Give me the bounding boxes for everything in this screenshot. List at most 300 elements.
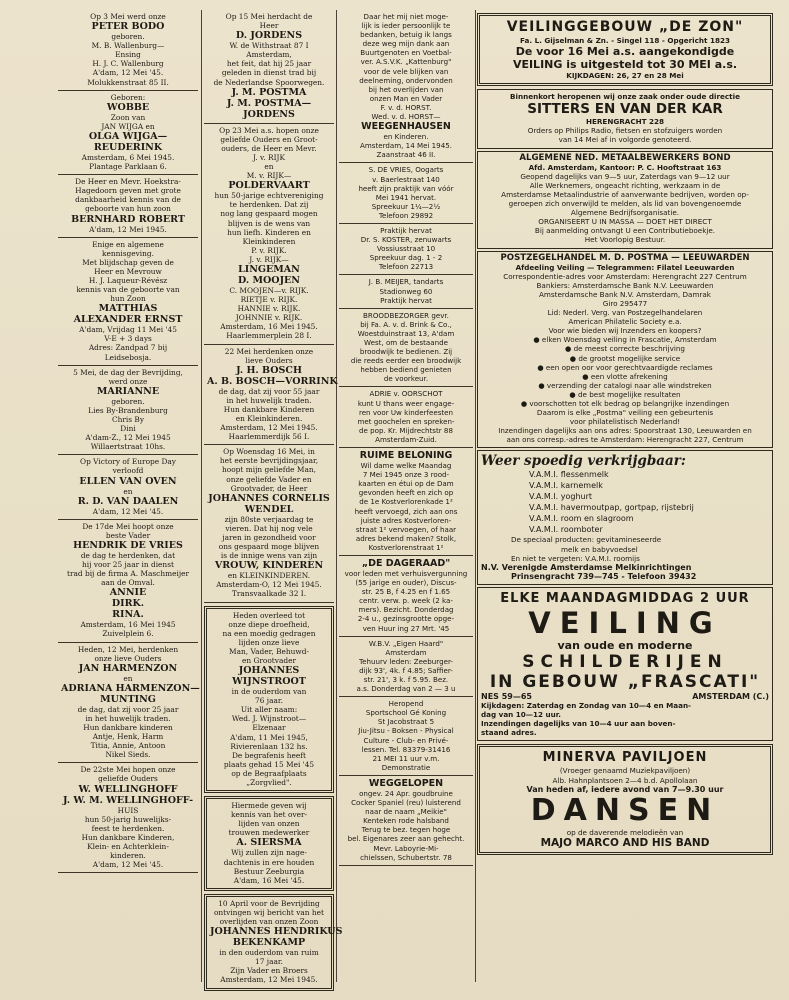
ad-line: Het Voorlopig Bestuur.	[584, 235, 666, 245]
notice-line: Klein- en Achterklein-	[87, 841, 169, 851]
notice-line: W.B.V. „Eigen Haard"	[368, 638, 444, 648]
notice-line: M. v. RIJK—	[246, 171, 292, 181]
notice-line: Cocker Spaniel (reu) luisterend	[351, 798, 461, 808]
notice-line: OLGA WIJGA—	[88, 130, 168, 142]
ad-line: ORGANISEERT U IN MASSA — DOET HET DIRECT	[538, 217, 712, 227]
notice	[204, 10, 334, 124]
zon-line: KIJKDAGEN: 26, 27 en 28 Mei	[566, 71, 684, 81]
notice-line: Amsterdam, 12 Mei 1945.	[220, 975, 318, 985]
notice-line: en	[264, 162, 274, 172]
notice-line: deze weg mijn dank aan	[362, 39, 450, 49]
notice-line: Enige en algemene	[92, 239, 164, 249]
notice-line: onze diepe droefheid,	[228, 619, 310, 629]
notice-line: MUNTING	[100, 693, 156, 705]
notice-line: Spreekuur dag. 1 - 2	[369, 253, 443, 263]
notice-line: W. de Withstraat 87 I	[229, 41, 309, 51]
notice-line: bij Fa. A. v. d. Brink & Co.,	[360, 319, 452, 329]
notice-line: ALEXANDER ERNST	[73, 314, 183, 326]
notice-line: met goochelen en spreken-	[357, 416, 455, 426]
notice-line: MATTHIAS	[98, 303, 158, 315]
vami-item: V.A.M.I. havermoutpap, gortpap, rijstebrij	[529, 503, 694, 513]
notice-line: na een moedig gedragen	[222, 628, 316, 638]
notice-line: LINGEMAN	[238, 263, 300, 275]
notice-line: JOHANNES CORNELIS	[208, 492, 330, 504]
vami-item: V.A.M.I. roomboter	[529, 525, 603, 535]
ad-line: POSTZEGELHANDEL M. D. POSTMA — LEEUWARDEN	[500, 252, 750, 263]
ad-line: Afd. Amsterdam, Kantoor: P. C. Hooftstraat 163	[528, 162, 722, 172]
notice-line: in het huwelijk traden.	[85, 713, 171, 723]
notice-line: „Zorgvlied".	[246, 778, 292, 787]
notice	[339, 10, 473, 163]
ad-line: Correspondentie-adres voor Amsterdam: Herengracht 227 Centrum	[503, 271, 747, 281]
notice-line: Amsterdam-O, 12 Mei 1945.	[216, 580, 322, 590]
notice-line: Dr. S. KOSTER, zenuwarts	[360, 235, 452, 245]
notice	[58, 520, 198, 643]
ad-minerva-paviljoen	[477, 744, 773, 854]
notice-line: A. SIERSMA	[236, 837, 302, 849]
notice-line: die reeds eerder een broodwijk	[350, 356, 462, 366]
frascati-gebouw: IN GEBOUW „FRASCATI"	[489, 671, 761, 692]
column-rule	[336, 10, 337, 982]
notice-line: aan de Omval.	[101, 578, 155, 588]
notice-line: de dag, dat zij voor 55 jaar	[218, 386, 320, 396]
notice-line: BROODBEZORGER gevr.	[363, 310, 449, 320]
column-display-ads	[477, 10, 773, 858]
notice-line: Amsterdam, 6 Mei 1945.	[81, 152, 175, 162]
notice-line: kennis van de geboorte van	[76, 285, 180, 295]
notice-line: A'dam-Z., 12 Mei 1945	[85, 433, 171, 443]
notice-line: J. M. POSTMA—	[226, 97, 312, 109]
notice-line: W. WELLINGHOFF	[78, 783, 178, 795]
notice-line: bel. Eigenares zeer aan gehecht.	[347, 834, 465, 844]
notice-line: Hagedoorn geven met grote	[75, 186, 181, 196]
notice-line: PETER BODO	[91, 21, 165, 33]
notice-line: V-E + 3 days	[104, 334, 152, 344]
ad-line: ● een vlotte afrekening	[582, 371, 668, 381]
ad-line: ● verzending der catalogi naar alle windstreken	[538, 380, 712, 390]
notice-line: H. J. Laqueur-Révész	[88, 275, 168, 285]
ad-line: geroepen zich onverwijld te melden, als lid van bovengenoemde	[508, 199, 742, 209]
notice-line: Zijn Vader en Broers	[230, 966, 308, 976]
vami-heading: Weer spoedig verkrijgbaar:	[481, 453, 686, 470]
notice	[204, 606, 334, 794]
notice-line: Molukkenstraat 85 II.	[87, 77, 169, 87]
notice-line: F. v. d. HORST.	[380, 102, 432, 112]
notice-line: ven Huur ing 27 Mrt. '45	[362, 623, 450, 633]
notice-line: Terug te bez. tegen hoge	[361, 825, 451, 835]
ad-line: ● voorschotten tot elk bedrag op belangrijke inzendingen	[520, 399, 730, 408]
notice-line: J. B. MEIJER, tandarts	[368, 277, 444, 287]
notice-line: Wil dame welke Maandag	[360, 461, 452, 471]
column-classifieds	[339, 10, 473, 866]
notice-line: Op Woensdag 16 Mei, in	[223, 447, 315, 457]
notice-line: hun 50-jarig huwelijks-	[84, 814, 172, 824]
notice-line: Praktijk hervat	[380, 295, 432, 305]
ad-line: Algemene Bedrijfsorganisatie.	[570, 208, 680, 218]
notice-line: Spreekuur 1¼—2½	[371, 201, 441, 211]
frascati-inz: Inzendingen dagelijks van 10—4 uur aan boven-	[481, 719, 676, 729]
frascati-veiling: VEILING	[528, 605, 722, 640]
notice-line: Wed. J. Wijnstroot—	[231, 714, 307, 724]
ad-metaalbewerkers-bond	[477, 151, 773, 249]
notice-line: lessen. Tel. 83379-31416	[361, 744, 451, 754]
notice-line: kinderen.	[110, 851, 146, 860]
vami-speciaal: melk en babyvoedsel	[561, 544, 638, 554]
notice	[339, 637, 473, 698]
notice-line: JAN WIJGA en	[101, 121, 155, 131]
notice-line: en Kleinkinderen.	[235, 414, 303, 423]
notice-line: Wed. v. d. HORST—	[371, 112, 441, 122]
vami-item: V.A.M.I. room en slagroom	[529, 514, 634, 524]
notice	[204, 894, 343, 991]
notice-line: Op 15 Mei herdacht de	[225, 12, 313, 21]
notice-line: 5 Mei, de dag der Bevrijding,	[73, 367, 183, 377]
notice-line: geboorte van hun zoon	[85, 204, 171, 214]
sitters-name: SITTERS EN VAN DER KAR	[527, 101, 723, 118]
notice-line: Dini	[120, 424, 136, 434]
notice-line: Daar het mij niet moge-	[363, 12, 449, 21]
notice-line: ADRIE v. OORSCHOT	[369, 389, 443, 399]
notice-line: Amsterdam	[385, 647, 427, 657]
notice-line: vieren. Dat hij nog vele	[225, 523, 313, 533]
notice-line: J. H. BOSCH	[236, 364, 302, 376]
notice-line: D. MOOJEN	[237, 274, 300, 286]
notice-line: Transvaalkade 32 I.	[231, 589, 307, 599]
notice-line: Tehuurv leden: Zeeburger-	[359, 656, 453, 666]
notice-line: trouwen medewerker	[228, 828, 310, 838]
notice-line: HUIS	[117, 805, 139, 815]
notice-line: hun 50-jarige echtvereniging	[214, 191, 324, 201]
notice-line: Lies By-Brandenburg	[88, 405, 168, 415]
notice-line: J. W. M. WELLINGHOFF-	[62, 794, 194, 806]
notice-line: Titia, Annie, Antoon	[90, 741, 166, 751]
notice-line: de dag te herdenken, dat	[80, 550, 176, 560]
frascati-van: van oude en moderne	[557, 638, 693, 652]
vami-item: V.A.M.I. yoghurt	[529, 492, 593, 502]
notice-line: en Kinderen.	[383, 132, 429, 142]
notice-line: A'dam, 16 Mei '45.	[233, 875, 305, 885]
ad-line: Giro 295477	[602, 298, 648, 308]
notice-line: Sportschool Gé Koning	[365, 708, 447, 718]
ad-line: ● de meest correcte beschrijving	[565, 344, 685, 354]
notice-line: De 17de Mei hoopt onze	[82, 521, 174, 531]
notice-line: beste Vader	[105, 530, 151, 540]
ad-sitters	[477, 89, 773, 148]
notice-line: Amsterdam,	[246, 50, 292, 60]
notice-line: DIRK.	[111, 598, 145, 610]
notice-line: Amsterdam, 12 Mei 1945.	[220, 423, 318, 433]
ad-line: aan ons corresp.-adres te Amsterdam: Herengracht 227, Centrum	[506, 435, 744, 445]
notice-line: Zoon van	[110, 112, 146, 122]
notice-line: St Jacobstraat 5	[377, 717, 435, 727]
notice-line: De begrafenis heeft	[231, 750, 306, 760]
vami-item: V.A.M.I. flessenmelk	[529, 470, 609, 480]
notice-line: Heden, 12 Mei, herdenken	[77, 644, 179, 654]
notice-line: Woestduinstraat 13, A'dam	[357, 328, 455, 338]
notice-line: Rivierenlaan 132 hs.	[230, 741, 308, 751]
ad-line: Bij aanmelding ontvangt U een Contributieboekje.	[534, 226, 716, 236]
ad-line: Afdeeling Veiling — Telegrammen: Filatel Leeuwarden	[515, 262, 735, 272]
minerva-time: Van heden af, iedere avond van 7—9.30 uur	[526, 784, 724, 794]
vami-speciaal: De speciaal producten: gevitamineseerde	[511, 535, 662, 545]
notice-line: Zaanstraat 46 II.	[376, 150, 436, 160]
notice-line: WIJNSTROOT	[232, 676, 306, 688]
notice-line: 2-4 u., gezinsgrootte opge-	[357, 614, 455, 624]
notice-line: Amsterdam, 16 Mei 1945.	[220, 322, 318, 332]
notice-line: in den ouderdom van ruim	[219, 948, 319, 958]
notice-line: zijn 80ste verjaardag te	[224, 514, 314, 524]
notice-line: Hun dankbare kinderen	[83, 722, 173, 732]
zon-line: De voor 16 Mei a.s. aangekondigde	[515, 45, 735, 59]
frascati-city: AMSTERDAM (C.)	[692, 691, 769, 701]
frascati-inz: staand adres.	[481, 728, 537, 738]
notice	[339, 387, 473, 448]
notice-line: onzen Man en Vader	[369, 93, 443, 103]
notice-line: lijk is ieder persoonlijk te	[361, 21, 451, 31]
vami-product-list	[481, 469, 769, 535]
notice-line: 10 April voor de Bevrijding	[218, 898, 320, 908]
notice-line: Op 3 Mei werd onze	[90, 12, 166, 21]
notice-line: ontvingen wij bericht van het	[213, 907, 325, 917]
notice-line: J. v. RIJK—	[249, 254, 289, 264]
notice-line: RUIME BELONING	[359, 450, 453, 462]
notice-line: A. B. BOSCH—VORRINK	[207, 375, 338, 387]
notice-line: A'dam, 12 Mei '45.	[92, 860, 164, 870]
notice-line: JOHNNIE v. RIJK.	[235, 313, 303, 323]
notice-line: Haarlemmerplein 28 I.	[226, 331, 312, 341]
ad-line: American Philatelic Society e.a.	[568, 317, 682, 327]
notice-line: Amsterdam-Zuid.	[375, 434, 437, 444]
notice-line: Leidsebosja.	[104, 352, 152, 362]
notice-line: C. MOOJEN—v. RIJK.	[229, 285, 309, 295]
notice-line: en KLEINKINDEREN.	[227, 571, 311, 581]
notice-line: JORDENS	[243, 108, 295, 120]
notice-line: Geboren:	[110, 92, 146, 102]
notice-line: nog lang gespaard mogen	[220, 209, 318, 219]
frascati-kijk: Kijkdagen: Zaterdag en Zondag van 10—4 en Maan-	[481, 701, 692, 711]
notice	[204, 796, 334, 891]
notice-line: Telefoon 22713	[378, 262, 434, 272]
notice-line: MARIANNE	[96, 385, 160, 397]
notice-line: geboren.	[111, 32, 145, 42]
notice-line: Kenteken rode halsband	[363, 816, 449, 826]
notice-line: Op Victory of Europe Day	[80, 457, 176, 467]
notice-line: RIETJE v. RIJK.	[240, 295, 298, 305]
notice-line: Amsterdam, 16 Mei 1945	[80, 620, 176, 630]
notice-line: BEKENKAMP	[232, 937, 306, 949]
notice-line: hun liefh. Kinderen en	[227, 227, 311, 237]
minerva-dansen: DANSEN	[530, 792, 720, 828]
notice-line: te herdenken. Dat zij	[229, 200, 309, 210]
minerva-melo: op de daverende melodieën van	[566, 827, 684, 837]
sitters-address: HERENGRACHT 228	[585, 117, 665, 127]
zon-title: VEILINGGEBOUW „DE ZON"	[506, 19, 744, 35]
notice-line: Bestuur Zeeburgia	[233, 866, 305, 876]
notice-line: Op 23 Mei a.s. hopen onze	[219, 125, 319, 135]
notice-line: Kleinkinderen	[242, 236, 296, 246]
notice-line: kunt U thans weer engage-	[357, 398, 455, 408]
notice-line: plaats gehad 15 Mei '45	[223, 759, 315, 769]
notice	[58, 91, 198, 175]
notice-line: JOHANNES	[238, 665, 300, 677]
notice-line: R. D. VAN DAALEN	[77, 495, 179, 507]
notice-line: straat 1² vervoegen, of haar	[355, 524, 457, 534]
notice-line: JAN HARMENZON	[78, 662, 178, 674]
notice	[339, 697, 473, 776]
notice-line: hun Zoon	[110, 294, 146, 304]
notice	[339, 309, 473, 388]
notice-line: bedanken, betuig ik langs	[360, 30, 452, 40]
column-family-notices-1	[58, 10, 198, 873]
notice-line: West, om de bestaande	[364, 338, 448, 347]
frascati-top: ELKE MAANDAGMIDDAG 2 UUR	[500, 590, 750, 606]
notice-line: blijven is de wens van	[227, 218, 311, 228]
ad-vami	[477, 450, 773, 584]
notice-line: WOBBE	[106, 101, 150, 113]
notice-line: trad bij de firma A. Maschmeijer	[66, 569, 190, 579]
notice	[339, 776, 473, 866]
notice-line: de Nederlandse Spoorwegen.	[213, 77, 325, 87]
notice-line: Hun dankbare Kinderen	[223, 404, 315, 414]
notice-line: voor leden met verhuisvergunning	[344, 568, 468, 578]
ad-line: Amsterdamsche Bank N.V. Amsterdam, Damrak	[539, 289, 711, 299]
zon-line: Fa. L. Gijselman & Zn. - Singel 118 - Opgericht 1823	[520, 36, 730, 45]
notice-line: de 1e Kostverlorenkade 1²	[359, 497, 453, 507]
notice	[204, 345, 338, 446]
notice-line: D. JORDENS	[235, 30, 303, 42]
notice-line: Hun dankbare Kinderen,	[81, 832, 175, 842]
notice	[58, 175, 198, 237]
frascati-address-row	[481, 692, 769, 701]
notice-line: J. M. POSTMA	[231, 86, 307, 98]
notice-line: in het huwelijk traden.	[226, 395, 312, 405]
notice-line: Elzenaar	[252, 723, 286, 733]
ad-line: voor philatelistisch Nederland!	[569, 417, 681, 427]
notice-line: Chris By	[111, 415, 145, 424]
minerva-band: MAJO MARCO AND HIS BAND	[540, 836, 710, 849]
notice-line: v. Baerlestraat 140	[372, 174, 440, 184]
notice-line: S. DE VRIES, Oogarts	[368, 165, 444, 175]
notice-line: werd onze	[108, 376, 148, 386]
vami-roomijs: En niet te vergeten: V.A.M.I. roomijs	[511, 553, 640, 563]
notice-line: op de Begraafplaats	[231, 768, 307, 778]
notice-line: De 22ste Mei hopen onze	[80, 765, 176, 775]
notice-line: A'dam, 12 Mei '45.	[92, 506, 164, 516]
notice-line: en	[123, 673, 133, 683]
notice-line: Adres: Zandpad 7 bij	[88, 343, 168, 353]
notice-line: „DE DAGERAAD"	[361, 557, 451, 569]
notice-line: onze lieve Ouders	[94, 653, 162, 663]
notice-line: ons gespaard moge blijven	[218, 542, 320, 552]
notice-line: VROUW, KINDEREN	[214, 560, 324, 572]
notice-line: voor de vele blijken van	[363, 66, 449, 76]
notice-line: Vossiusstraat 10	[376, 244, 436, 254]
notice-line: WEEGENHAUSEN	[361, 121, 451, 133]
notice-line: RINA.	[112, 609, 144, 621]
notice-line: Nikel Sieds.	[105, 750, 151, 760]
ad-line: Alle Werknemers, ongeacht richting, werkzaam in de	[529, 180, 721, 190]
sitters-line: Orders op Philips Radio, fietsen en stofzuigers worden	[527, 126, 723, 136]
notice-line: POLDERVAART	[228, 180, 310, 192]
notice-line: lijden onze lieve	[238, 637, 300, 647]
notice-line: verloofd	[112, 466, 144, 476]
vami-item: V.A.M.I. karnemelk	[529, 481, 603, 491]
notice-line: ongev. 24 Apr. goudbruine	[359, 788, 453, 798]
notice-line: adres bekend maken? Stolk,	[355, 533, 457, 543]
notice-line: 17 jaar.	[255, 957, 283, 967]
notice-line: Heden overleed tot	[232, 610, 306, 620]
notice-line: J. v. RIJK	[252, 152, 286, 162]
notice	[339, 448, 473, 556]
notice-line: chielssen, Schubertstr. 78	[360, 852, 452, 862]
frascati-schilderijen: SCHILDERIJEN	[522, 651, 728, 672]
notice-line: Culture - Club- en Privé-	[363, 735, 449, 745]
notice-line: ver. A.S.V.K. „Kattenburg"	[360, 57, 452, 67]
notice-line: Praktijk hervat	[380, 225, 432, 235]
notice-line: feest te herdenken.	[91, 823, 165, 833]
column-family-notices-2	[204, 10, 343, 994]
notice-line: Heer en Mevrouw	[94, 266, 162, 276]
notice-line: kaarten en étui op de Dam	[358, 479, 454, 489]
notice-line: naar de naam „Meikie"	[365, 807, 447, 817]
notice	[339, 556, 473, 637]
notice-line: Willaertstraat 10hs.	[90, 442, 166, 452]
minerva-sub: (Vroeger genaamd Muziekpaviljoen)	[559, 766, 691, 776]
notice-line: Ensing	[115, 50, 141, 60]
notice-line: onze geliefde Vader en	[226, 474, 312, 484]
notice-line: het feit, dat hij 25 jaar	[226, 59, 312, 69]
notice	[339, 275, 473, 308]
column-rule	[201, 10, 202, 982]
notice	[58, 643, 198, 764]
notice-line: en Grootvader	[241, 655, 296, 665]
minerva-name: MINERVA PAVILJOEN	[542, 750, 708, 766]
notice-line: Heropend	[388, 699, 424, 709]
ad-line: ALGEMENE NED. METAALBEWERKERS BOND	[519, 152, 731, 163]
notice-line: broodwijk te bedienen. Zij	[359, 347, 453, 357]
notice-line: HANNIE v. RIJK.	[237, 304, 301, 314]
notice-line: 21 MEI 11 uur v.m.	[372, 753, 440, 763]
notice-line: Telefoon 29892	[378, 210, 434, 220]
notice-line: heeft vervoegd, zich aan ons	[354, 506, 458, 516]
ad-line: ● de best mogelijke resultaten	[569, 389, 681, 399]
ad-line: Voor wie bieden wij Inzenders en koopers?	[548, 326, 702, 336]
notice-line: Met blijdschap geven de	[82, 257, 174, 267]
notice-line: en	[123, 486, 133, 496]
notice-line: A'dam, Vrijdag 11 Mei '45	[79, 325, 177, 335]
notice-line: A'dam, 12 Mei 1945.	[89, 224, 167, 234]
notice-line: 22 Mei herdenken onze	[224, 346, 314, 356]
notice-line: hij voor 25 jaar in dienst	[82, 560, 174, 570]
ad-line: ● een open oor voor gerechtvaardigde reclames	[537, 362, 713, 372]
ad-line: Daarom is elke „Postma" veiling een gebeurtenis	[536, 408, 714, 418]
notice-line: de voorkeur.	[383, 374, 429, 384]
notice	[339, 163, 473, 224]
notice-line: Hiermede geven wij	[231, 801, 307, 811]
notice-line: centr. verw. p. week (2 ka-	[359, 596, 453, 606]
ad-line: Lid: Nederl. Verg. van Postzegelhandelaren	[547, 308, 703, 318]
notice-line: jaren in gezondheid voor	[222, 532, 316, 542]
ad-frascati-veiling	[477, 587, 773, 741]
notice-line: A'dam, 12 Mei '45.	[92, 68, 164, 78]
ad-veilinggebouw-de-zon	[477, 13, 773, 86]
notice-line: Amsterdam, 14 Mei 1945.	[360, 141, 452, 151]
notice-line: BERNHARD ROBERT	[71, 213, 185, 225]
minerva-addr: Alb. Hahnplantsoen 2—4 b.d. Apollolaan	[552, 775, 698, 785]
sitters-line: van 14 Mei af in volgorde genoteerd.	[558, 135, 692, 145]
ad-line: ● de grootst mogelijke service	[569, 353, 681, 363]
notice-line: is de innige wens van zijn	[220, 551, 318, 561]
